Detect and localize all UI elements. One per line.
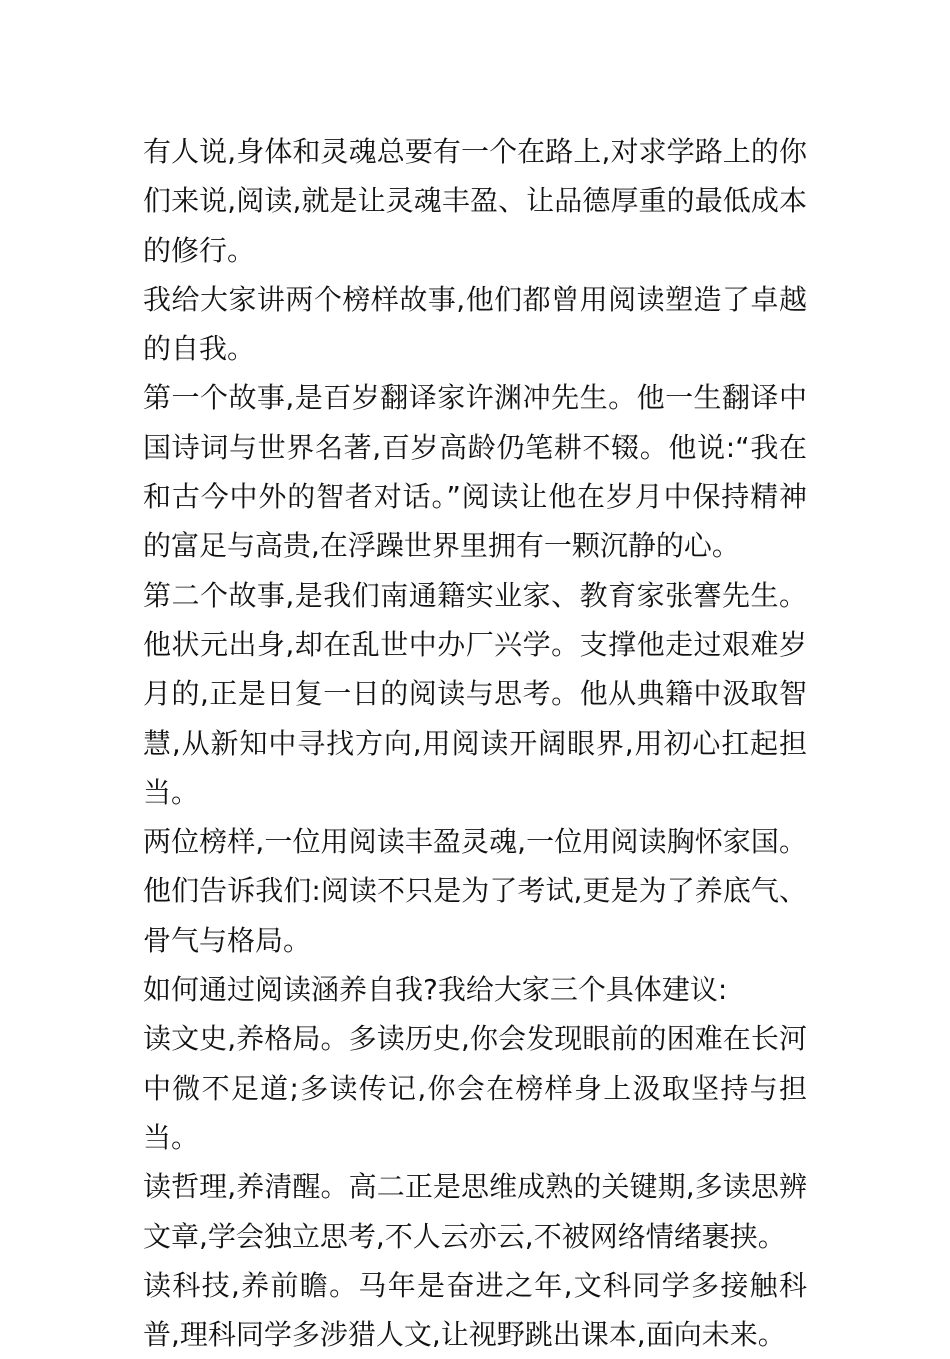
paragraph-suggestions-intro: 如何通过阅读涵养自我?我给大家三个具体建议: [143,973,728,1007]
paragraph-suggestion-philosophy: 读哲理,养清醒。高二正是思维成熟的关键期,多读思辨文章,学会独立思考,不人云亦云,不被网络情绪裹挟。 [143,1170,807,1253]
paragraph-intro-stories: 我给大家讲两个榜样故事,他们都曾用阅读塑造了卓越的自我。 [143,282,807,366]
paragraph-suggestion-technology: 读科技,养前瞻。马年是奋进之年,文科同学多接触科普,理科同学多涉猎人文,让视野跳出课本,面向未来。 [143,1268,807,1352]
paragraph-story-one: 第一个故事,是百岁翻译家许渊冲先生。他一生翻译中国诗词与世界名著,百岁高龄仍笔耕不辍。他说:“我在和古今中外的智者对话。”阅读让他在岁月中保持精神的富足与高贵,在浮躁世界里拥有一颗沉静的心。 [143,381,807,563]
paragraph-opening: 有人说,身体和灵魂总要有一个在路上,对求学路上的你们来说,阅读,就是让灵魂丰盈、让品德厚重的最低成本的修行。 [143,135,807,267]
paragraph-suggestion-history: 读文史,养格局。多读历史,你会发现眼前的困难在长河中微不足道;多读传记,你会在榜样身上汲取坚持与担当。 [143,1022,807,1154]
paragraph-story-two: 第二个故事,是我们南通籍实业家、教育家张謇先生。他状元出身,却在乱世中办厂兴学。支撑他走过艰难岁月的,正是日复一日的阅读与思考。他从典籍中汲取智慧,从新知中寻找方向,用阅读开阔眼界,用初心扛起担当。 [143,578,807,809]
paragraph-summary: 两位榜样,一位用阅读丰盈灵魂,一位用阅读胸怀家国。他们告诉我们:阅读不只是为了考试,更是为了养底气、骨气与格局。 [143,825,807,957]
document-body [143,127,807,1359]
